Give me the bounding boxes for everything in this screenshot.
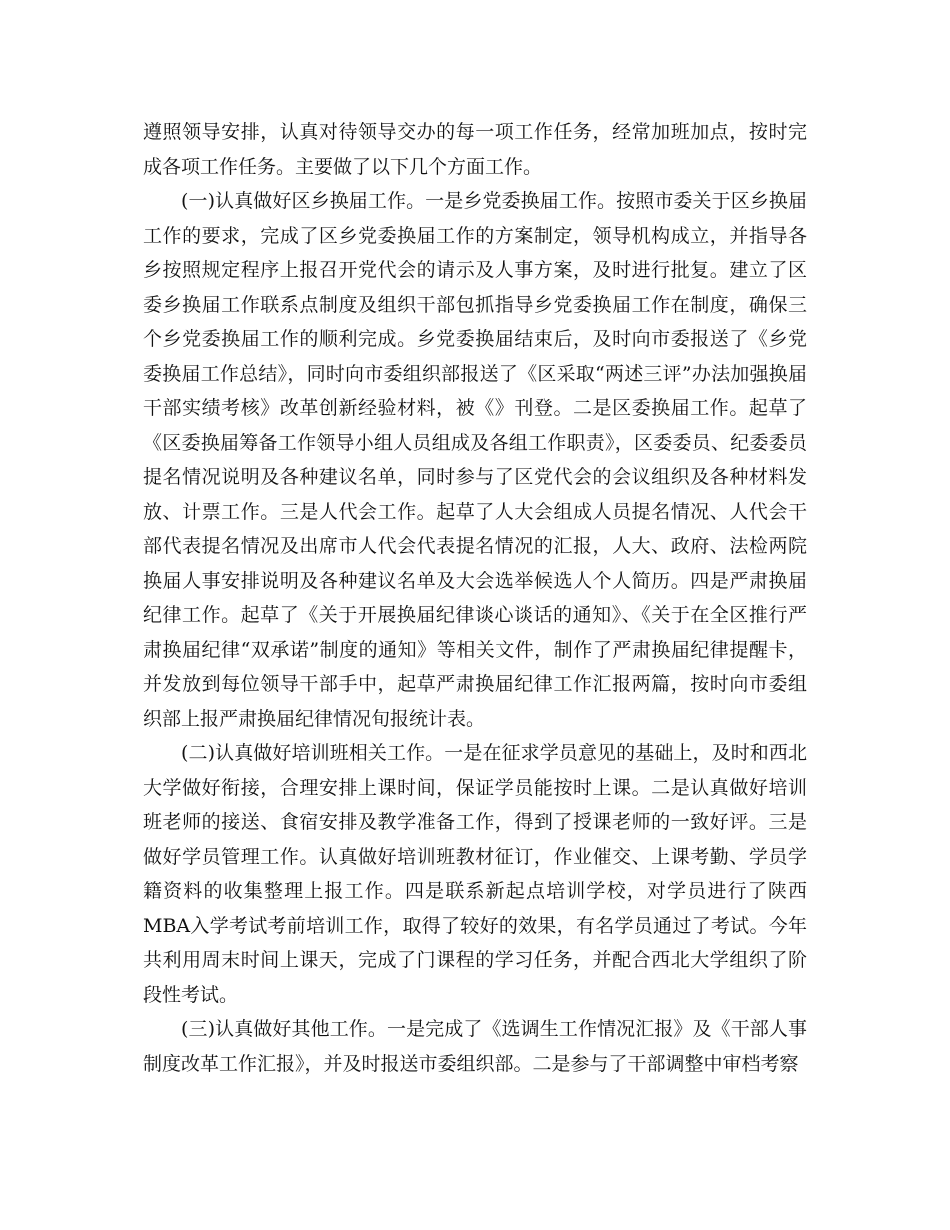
paragraph-section-one: (一)认真做好区乡换届工作。一是乡党委换届工作。按照市委关于区乡换届工作的要求，完成了区乡党委换届工作的方案制定，领导机构成立，并指导各乡按照规定程序上报召开党代会的请示及人事方案，及时进行批复。建立了区委乡换届工作联系点制度及组织干部包抓指导乡党委换届工作在制度，确保三个乡党委换届工作的顺利完成。乡党委换届结束后，及时向市委报送了《乡党委换届工作总结》，同时向市委组织部报送了《区采取“两述三评”办法加强换届干部实绩考核》改革创新经验材料，被《》刊登。二是区委换届工作。起草了《区委换届筹备工作领导小组人员组成及各组工作职责》，区委委员、纪委委员提名情况说明及各种建议名单，同时参与了区党代会的会议组织及各种材料发放、计票工作。三是人代会工作。起草了人大会组成人员提名情况、人代会干部代表提名情况及出席市人代会代表提名情况的汇报，人大、政府、法检两院换届人事安排说明及各种建议名单及大会选举候选人个人简历。四是严肃换届纪律工作。起草了《关于开展换届纪律谈心谈话的通知》、《关于在全区推行严肃换届纪律“双承诺”制度的通知》等相关文件，制作了严肃换届纪律提醒卡，并发放到每位领导干部手中，起草严肃换届纪律工作汇报两篇，按时向市委组织部上报严肃换届纪律情况旬报统计表。 <box>143 190 807 730</box>
document-page <box>143 115 807 1081</box>
paragraph-section-three: (三)认真做好其他工作。一是完成了《选调生工作情况汇报》及《干部人事制度改革工作汇报》，并及时报送市委组织部。二是参与了干部调整中审档考察 <box>143 1018 807 1075</box>
paragraph-continuation: 遵照领导安排，认真对待领导交办的每一项工作任务，经常加班加点，按时完成各项工作任务。主要做了以下几个方面工作。 <box>143 121 807 178</box>
paragraph-section-two: (二)认真做好培训班相关工作。一是在征求学员意见的基础上，及时和西北大学做好衔接，合理安排上课时间，保证学员能按时上课。二是认真做好培训班老师的接送、食宿安排及教学准备工作，得到了授课老师的一致好评。三是做好学员管理工作。认真做好培训班教材征订，作业催交、上课考勤、学员学籍资料的收集整理上报工作。四是联系新起点培训学校，对学员进行了陕西MBA入学考试考前培训工作，取得了较好的效果，有名学员通过了考试。今年共利用周末时间上课天，完成了门课程的学习任务，并配合西北大学组织了阶段性考试。 <box>143 742 807 1006</box>
